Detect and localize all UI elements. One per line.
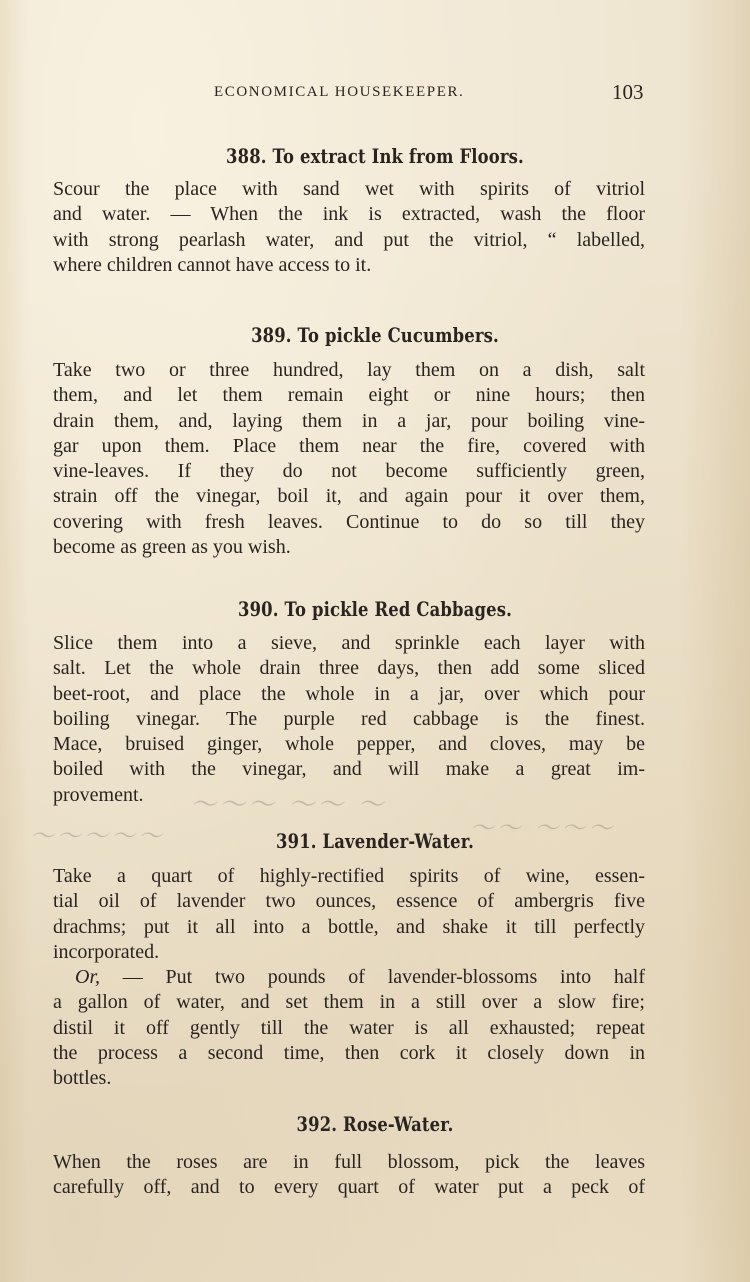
section-body-392 [53,1150,645,1201]
section-body-389 [53,358,645,560]
text-line: strain off the vinegar, boil it, and again pour it over them, [53,485,645,508]
text-line: Slice them into a sieve, and sprinkle each layer with [53,632,645,654]
section-body-391 [53,864,645,1092]
section-body-390 [53,631,645,808]
text-line [53,965,645,990]
pencil-annotation-mark: 〜〜〜〜〜 [30,822,165,850]
text-line: with strong pearlash water, and put the vitriol, “ labelled, [53,228,645,251]
or-text: — Put two pounds of lavender-blossoms into half [122,966,645,989]
page-shadow-right [680,0,750,1282]
page-number: 103 [612,80,644,104]
text-line: the process a second time, then cork it closely down in [53,1042,645,1065]
text-line: covering with fresh leaves. Continue to do so till they [53,510,645,533]
text-line: salt. Let the whole drain three days, then add some sliced [53,657,645,680]
text-line: boiling vinegar. The purple red cabbage is the finest. [53,707,645,730]
text-line: distil it off gently till the water is all exhausted; repeat [53,1016,645,1039]
text-line: a gallon of water, and set them in a still over a slow fire; [53,991,645,1014]
section-title-388: 388. To extract Ink from Floors. [226,144,524,168]
text-line: where children cannot have access to it. [53,253,372,276]
text-line: and water. — When the ink is extracted, wash the floor [53,203,645,226]
text-line: become as green as you wish. [53,536,291,559]
running-head: ECONOMICAL HOUSEKEEPER. [214,84,465,100]
text-line: provement. [53,783,144,806]
section-title-392: 392. Rose-Water. [296,1112,454,1136]
text-line: vine-leaves. If they do not become sufficiently green, [53,460,645,483]
text-line: bottles. [53,1067,112,1090]
text-line: gar upon them. Place them near the fire, covered with [53,434,645,457]
pencil-annotation-mark: 〜〜〜 〜〜 〜 [190,790,387,820]
section-title-390: 390. To pickle Red Cabbages. [238,597,512,621]
section-title-389: 389. To pickle Cucumbers. [251,323,499,347]
text-line: drain them, and, laying them in a jar, pour boiling vine- [53,409,645,432]
or-label: Or, [75,966,101,989]
text-line: Take two or three hundred, lay them on a dish, salt [53,359,645,381]
section-title-391: 391. Lavender-Water. [276,829,474,853]
text-line: incorporated. [53,940,160,963]
text-line: Scour the place with sand wet with spirits of vitriol [53,178,645,200]
text-line: Mace, bruised ginger, whole pepper, and cloves, may be [53,733,645,756]
pencil-annotation-mark: 〜〜 〜〜〜 [470,814,616,842]
text-line: tial oil of lavender two ounces, essence of ambergris five [53,890,645,913]
text-line: carefully off, and to every quart of water put a peck of [53,1176,645,1199]
page-shadow-left [0,0,30,1282]
text-line: drachms; put it all into a bottle, and shake it till perfectly [53,915,645,938]
section-body-388 [53,177,645,278]
text-line: them, and let them remain eight or nine hours; then [53,384,645,407]
text-line: When the roses are in full blossom, pick the leaves [53,1151,645,1173]
text-line: boiled with the vinegar, and will make a great im- [53,758,645,781]
text-line: beet-root, and place the whole in a jar, over which pour [53,682,645,705]
text-line: Take a quart of highly-rectified spirits of wine, essen- [53,865,645,887]
